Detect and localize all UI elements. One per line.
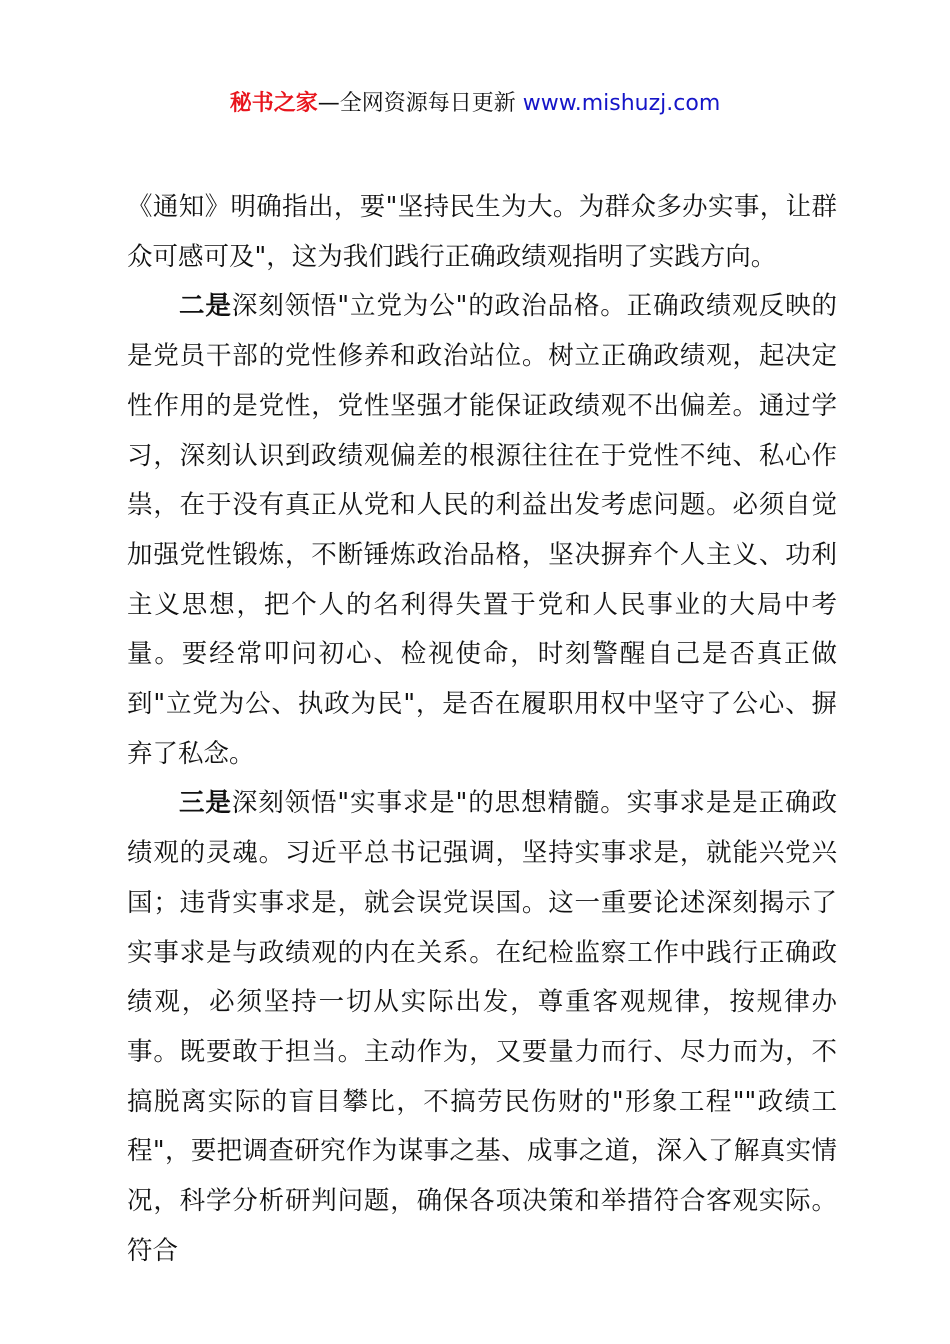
- header-url[interactable]: www.mishuzj.com: [522, 91, 721, 116]
- paragraph-1-text: 《通知》明确指出，要"坚持民生为大。为群众多办实事，让群众可感可及"，这为我们践行正确政绩观指明了实践方向。: [127, 192, 837, 272]
- paragraph-3-lead: 三是: [179, 788, 232, 819]
- paragraph-2-text: 深刻领悟"立党为公"的政治品格。正确政绩观反映的是党员干部的党性修养和政治站位。树立正确政绩观，起决定性作用的是党性，党性坚强才能保证政绩观不出偏差。通过学习，深刻认识到政绩观偏差的根源往往在于党性不纯、私心作祟，在于没有真正从党和人民的利益出发考虑问题。必须自觉加强党性锻炼，不断锤炼政治品格，坚决摒弃个人主义、功利主义思想，把个人的名利得失置于党和人民事业的大局中考量。要经常叩问初心、检视使命，时刻警醒自己是否真正做到"立党为公、执政为民"，是否在履职用权中坚守了公心、摒弃了私念。: [127, 291, 837, 769]
- page-header: [0, 88, 950, 120]
- brand-name: 秘书之家: [229, 91, 318, 116]
- paragraph-3: [127, 779, 837, 1276]
- document-body: [127, 183, 837, 1276]
- paragraph-2-lead: 二是: [179, 291, 232, 322]
- header-tagline: —全网资源每日更新: [317, 91, 523, 116]
- paragraph-2: [127, 282, 837, 779]
- paragraph-1: [127, 183, 837, 282]
- paragraph-3-text: 深刻领悟"实事求是"的思想精髓。实事求是是正确政绩观的灵魂。习近平总书记强调，坚持实事求是，就能兴党兴国；违背实事求是，就会误党误国。这一重要论述深刻揭示了实事求是与政绩观的内在关系。在纪检监察工作中践行正确政绩观，必须坚持一切从实际出发，尊重客观规律，按规律办事。既要敢于担当。主动作为，又要量力而行、尽力而为，不搞脱离实际的盲目攀比，不搞劳民伤财的"形象工程""政绩工程"，要把调查研究作为谋事之基、成事之道，深入了解真实情况，科学分析研判问题，确保各项决策和举措符合客观实际。符合: [127, 788, 837, 1266]
